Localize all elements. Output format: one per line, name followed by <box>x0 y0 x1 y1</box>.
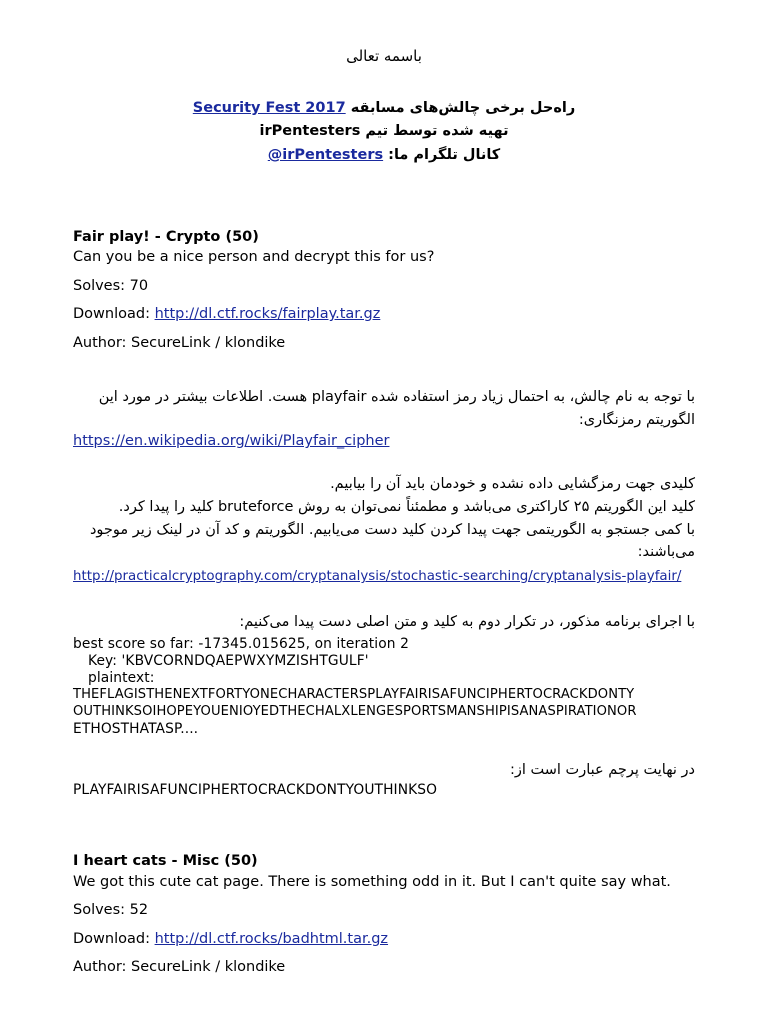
badhtml-download-link[interactable]: http://dl.ctf.rocks/badhtml.tar.gz <box>154 931 389 947</box>
doc-title <box>0 99 768 117</box>
doc-title-prefix: راه‌حل برخی چالش‌های مسابقه <box>345 100 576 116</box>
prepared-by: تهیه شده توسط تیم irPentesters <box>259 123 509 139</box>
output-line6: ETHOSTHATASP.... <box>73 721 199 737</box>
challenge1-title: Fair play! - Crypto (50) <box>73 229 259 245</box>
telegram-channel <box>0 146 768 164</box>
telegram-channel-link[interactable]: @irPentesters <box>267 147 384 163</box>
para2-line3: با کمی جستجو به الگوریتمی جهت پیدا کردن کلید دست می‌یابیم. الگوریتم و کد آن در لینک زیر موجود <box>89 522 695 538</box>
challenge2-description: We got this cute cat page. There is something odd in it. But I can't quite say what. <box>73 874 671 890</box>
bismillah: باسمه تعالی <box>346 47 422 65</box>
para3: با اجرای برنامه مذکور، در تکرار دوم به کلید و متن اصلی دست پیدا می‌کنیم: <box>239 614 695 630</box>
challenge1-description: Can you be a nice person and decrypt this for us? <box>73 249 435 265</box>
para1-line1: با توجه به نام چالش، به احتمال زیاد رمز استفاده شده playfair هست. اطلاعات بیشتر در مورد این <box>98 389 695 405</box>
fairplay-download-link[interactable]: http://dl.ctf.rocks/fairplay.tar.gz <box>154 306 381 322</box>
output-line3: plaintext: <box>88 670 155 686</box>
output-line4: THEFLAGISTHENEXTFORTYONECHARACTERSPLAYFAIRISAFUNCIPHERTOCRACKDONTY <box>73 687 635 702</box>
para2-line2: کلید این الگوریتم ۲۵ کاراکتری می‌باشد و مطمئناً نمی‌توان به روش bruteforce کلید را پیدا کرد. <box>118 499 695 515</box>
wikipedia-playfair-link[interactable]: https://en.wikipedia.org/wiki/Playfair_cipher <box>73 433 390 449</box>
output-line1: best score so far: -17345.015625, on iteration 2 <box>73 636 409 652</box>
channel-label: کانال تلگرام ما: <box>383 147 501 163</box>
challenge1-solves: Solves: 70 <box>73 278 149 294</box>
practical-link-line <box>73 568 681 586</box>
wiki-link-line <box>73 432 389 450</box>
challenge2-author: Author: SecureLink / klondike <box>73 959 286 975</box>
challenge2-download <box>73 930 388 948</box>
para2-line4: می‌باشند: <box>637 544 695 560</box>
para1-line2: الگوریتم رمزنگاری: <box>578 412 695 428</box>
output-line5: OUTHINKSOIHOPEYOUENIOYEDTHECHALXLENGESPORTSMANSHIPISANASPIRATIONOR <box>73 704 637 719</box>
challenge1-author: Author: SecureLink / klondike <box>73 335 286 351</box>
practicalcryptography-link[interactable]: http://practicalcryptography.com/cryptanalysis/stochastic-searching/cryptanalysis-playfair/ <box>73 569 682 584</box>
output-line2: Key: 'KBVCORNDQAEPWXYMZISHTGULF' <box>88 653 369 669</box>
challenge2-solves: Solves: 52 <box>73 902 149 918</box>
security-fest-link[interactable]: Security Fest 2017 <box>192 100 346 116</box>
challenge2-title: I heart cats - Misc (50) <box>73 853 258 869</box>
para2-line1: کلیدی جهت رمزگشایی داده نشده و خودمان باید آن را بیابیم. <box>330 476 695 492</box>
flag-intro: در نهایت پرچم عبارت است از: <box>510 762 695 778</box>
download-label: Download: <box>73 306 155 322</box>
download-label: Download: <box>73 931 155 947</box>
challenge1-download <box>73 305 380 323</box>
flag-value: PLAYFAIRISAFUNCIPHERTOCRACKDONTYOUTHINKSO <box>73 782 438 798</box>
